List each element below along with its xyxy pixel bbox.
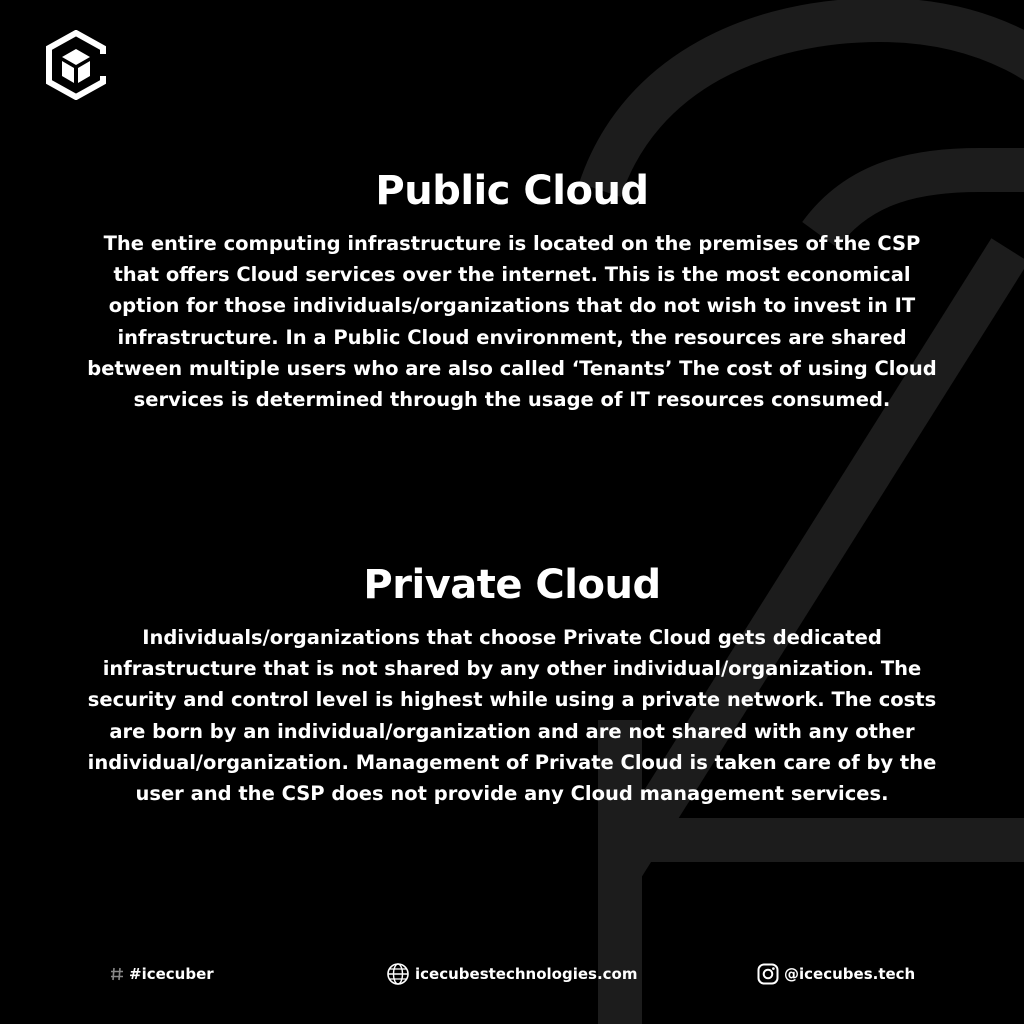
private-cloud-body: Individuals/organizations that choose Private Cloud gets dedicated infrastructure that is not shared by any other individual/organization. The security and control level is highest while using a private network. The costs are born by an individual/organization and are not shared with any other individual/organization. Management of Private Cloud is taken care of by the user and the CSP does not provide any Cloud management services. (87, 626, 937, 806)
website-footer-link[interactable] (386, 960, 637, 988)
public-cloud-body: The entire computing infrastructure is located on the premises of the CSP that offers Cloud services over the internet. This is the most economical option for those individuals/organizations that do not wish to invest in IT infrastructure. In a Public Cloud environment, the resources are shared between multiple users who are also called ‘Tenants’ The cost of using Cloud services is determined through the usage of IT resources consumed. (87, 232, 937, 412)
public-cloud-section (80, 168, 944, 415)
instagram-icon (757, 963, 779, 985)
instagram-footer-link[interactable] (757, 960, 915, 988)
instagram-label: @icecubes.tech (784, 965, 916, 983)
hashtag-label: #icecuber (129, 965, 214, 983)
globe-icon (386, 962, 410, 986)
website-label: icecubestechnologies.com (415, 965, 638, 983)
hashtag-icon (110, 967, 124, 981)
hashtag-footer-item (110, 960, 214, 988)
private-cloud-title: Private Cloud (363, 562, 661, 608)
public-cloud-title: Public Cloud (375, 168, 649, 214)
private-cloud-section (80, 562, 944, 809)
cube-logo-icon (44, 30, 108, 100)
